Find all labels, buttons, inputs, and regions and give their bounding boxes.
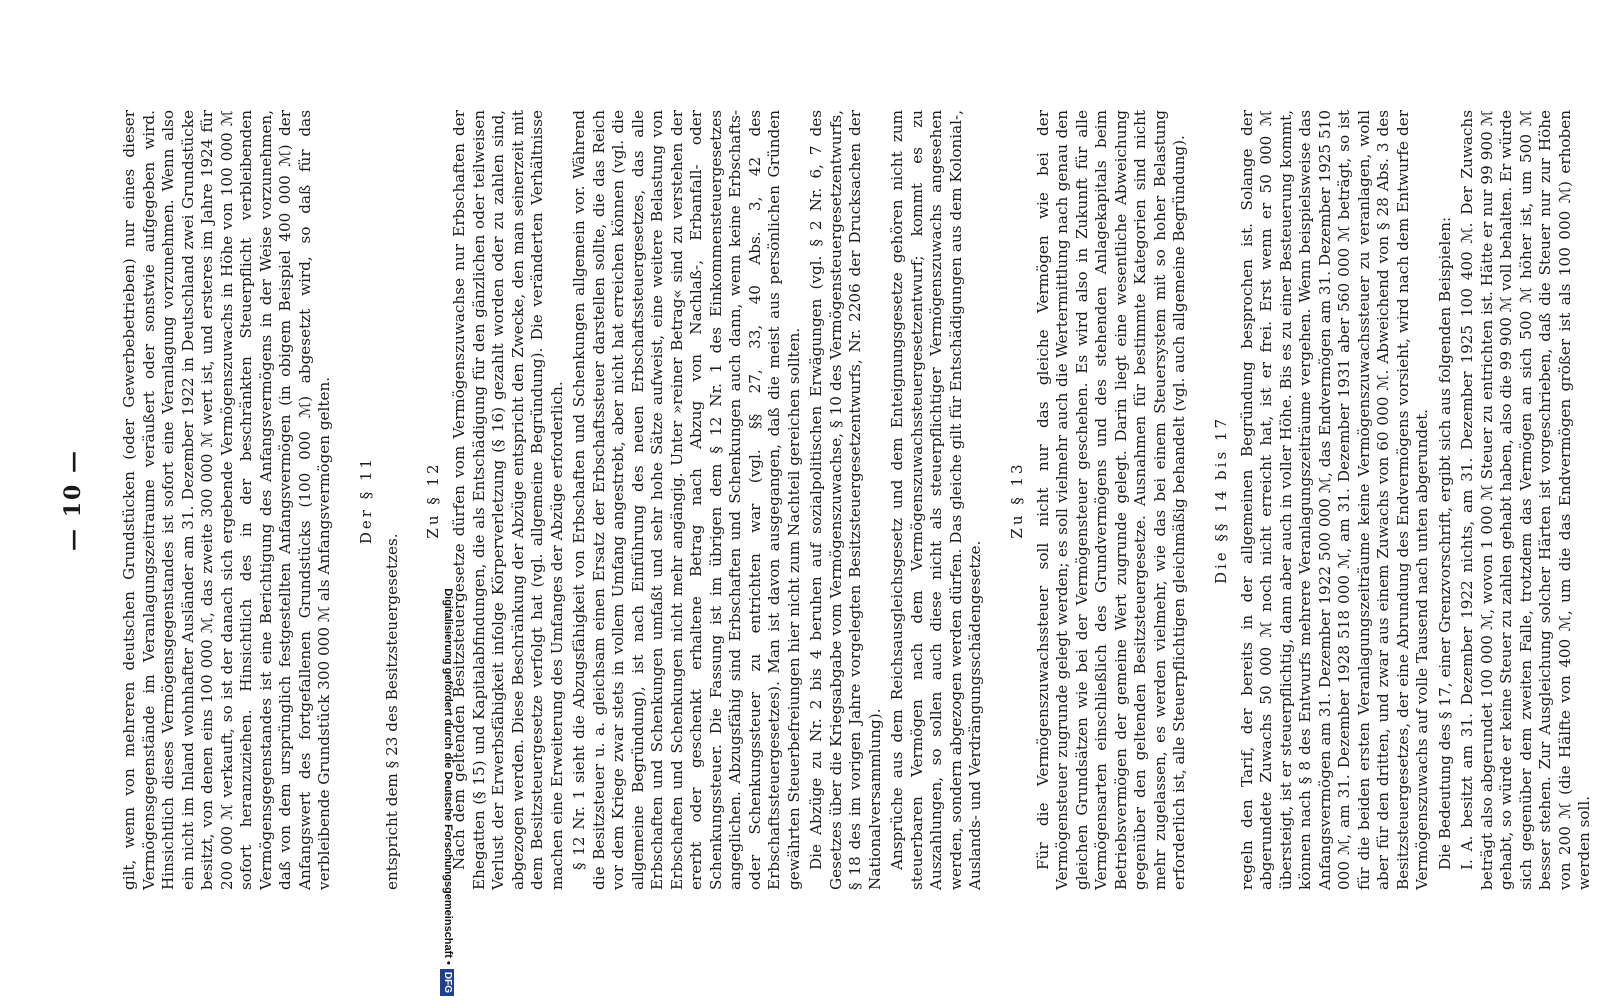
paragraph: gilt, wenn von mehreren deutschen Grundstücken (oder Gewerbebetrieben) nur eines dieser Vermögensgegenstände im Veranlagungszeitraume veräußert oder sonstwie aufgegeben wird. Hinsichtlich dieses Vermögensgegenstandes ist sofort eine Veranlagung vorzunehmen. Wenn also ein nicht im Inland wohnhafter Ausländer am 31. Dezember 1922 in Deutschland zwei Grundstücke besitzt, von denen eins 100 000 ℳ, das zweite 300 000 ℳ wert ist, und ersteres im Jahre 1924 für 200 000 ℳ verkauft, so ist der danach sich ergebende Vermögenszuwachs in Höhe von 100 000 ℳ sofort heranzuziehen. Hinsichtlich des in der beschränkten Steuerpflicht verbleibenden Vermögensgegenstandes ist eine Berichtigung des Anfangsvermögens in der Weise vorzunehmen, daß von dem ursprünglich festgestellten Anfangsvermögen (in obigem Beispiel 400 000 ℳ) der Anfangswert des fortgefallenen Grundstücks (100 000 ℳ) abgesetzt wird, so daß für das verbleibende Grundstück 300 000 ℳ als Anfangsvermögen gelten. [120,110,333,890]
paragraph: regeln den Tarif, der bereits in der allgemeinen Begründung besprochen ist. Solange der abgerundete Zuwachs 50 000 ℳ noch nicht erreicht hat, ist er frei. Erst wenn er 50 000 ℳ übersteigt, ist er steuerpflichtig, dann aber auch in voller Höhe. Bis es zu einer Besteuerung kommt, können nach § 8 des Entwurfs mehrere Veranlagungszeiträume vergehen. Wenn beispielsweise das Anfangsvermögen am 31. Dezember 1922 500 000 ℳ, das Endvermögen am 31. Dezember 1925 510 000 ℳ, am 31. Dezember 1928 518 000 ℳ, am 31. Dezember 1931 aber 560 000 ℳ beträgt, so ist für die beiden ersten Veranlagungszeiträume keine Vermögenszuwachssteuer zu veranlagen, wohl aber für den dritten, und zwar aus einem Zuwachs von 60 000 ℳ. Abweichend von § 28 Abs. 3 des Besitzsteuergesetzes, der eine Abrundung des Endvermögens vorsieht, wird nach dem Entwurfe der Vermögenszuwachs auf volle Tausend nach unten abgerundet. [1237,110,1431,890]
text-column [120,110,1598,890]
paragraph: Für die Vermögenszuwachssteuer soll nicht nur das gleiche Vermögen wie bei der Vermögensteuer zugrunde gelegt werden; es soll vielmehr auch die Wertermittlung nach genau den gleichen Grundsätzen wie bei der Vermögensteuer geschehen. Es wird also in Zukunft für alle Vermögensarten einschließlich des Grundvermögens und des stehenden Anlagekapitals beim Betriebsvermögen der gemeine Wert zugrunde gelegt. Darin liegt eine wesentliche Abweichung gegenüber den geltenden Besitzsteuergesetze. Ausnahmen für bestimmte Kategorien sind nicht mehr zugelassen, es werden vielmehr, wie das bei einem Steuersystem mit so hoher Belastung erforderlich ist, alle Steuerpflichtigen gleichmäßig behandelt (vgl. auch allgemeine Begründung). [1033,110,1188,890]
paragraph: entspricht dem § 23 des Besitzsteuergesetzes. [382,533,401,890]
digitization-note-text: Digitalisierung gefördert durch die Deutsche Forschungsgemeinschaft • [442,588,454,965]
section-heading: Zu § 13 [1007,461,1026,539]
paragraph: Ansprüche aus dem Reichsausgleichsgesetz und dem Enteignungsgesetze gehören nicht zum steuerbaren Vermögen nach dem Vermögenszuwachssteuergesetzentwurf; kommt es zu Auszahlungen, so sollen auch diese nicht als steuerpflichtiger Vermögenszuwachs angesehen werden, sondern abgezogen werden dürfen. Das gleiche gilt für Entschädigungen aus dem Kolonial-, Auslands- und Verdrängungsschädengesetze. [888,110,984,890]
section-heading: Zu § 12 [424,461,442,539]
paragraph: Nach dem geltenden Besitzsteuergesetze dürfen vom Vermögenszuwachse nur Erbschaften der Ehegatten (§ 15) und Kapitalabfindungen, die als Entschädigung für den gänzlichen oder teilweisen Verlust der Erwerbsfähigkeit infolge Körperverletzung (§ 16) gezahlt worden oder zu zahlen sind, abgezogen werden. Diese Beschränkung der Abzüge entspricht den Zwecke, den man seinerzeit mit dem Besitzsteuergesetze verfolgt hat (vgl. allgemeine Begründung). Die veränderten Verhältnisse machen eine Erweiterung des Umfanges der Abzüge erforderlich. [450,110,566,890]
page-number: — 10 — [60,449,86,551]
section-heading: Die §§ 14 bis 17 [1211,415,1230,585]
paragraph: Die Bedeutung des § 17, einer Grenzvorschrift, ergibt sich aus folgenden Beispielen: [1435,216,1454,870]
paragraph: I. A. besitzt am 31. Dezember 1922 nichts, am 31. Dezember 1925 100 400 ℳ. Der Zuwachs beträgt also abgerundet 100 000 ℳ, wovon 1 000 ℳ Steuer zu entrichten ist. Hätte er nur 99 900 ℳ gehabt, so würde er keine Steuer zu zahlen gehabt haben, also die 99 900 ℳ voll behalten. Er würde sich gegenüber dem zweiten Falle, trotzdem das Vermögen an sich 500 ℳ höher ist, um 500 ℳ besser stehen. Zur Ausgleichung solcher Härten ist vorgeschrieben, daß die Steuer nur zur Höhe von 200 ℳ (die Hälfte von 400 ℳ, um die das Endvermögen größer ist als 100 000 ℳ) erhoben werden soll. [1458,110,1593,890]
paragraph: § 12 Nr. 1 sieht die Abzugsfähigkeit von Erbschaften und Schenkungen allgemein vor. Während die Besitzsteuer u. a. gleichsam einen Ersatz der Erbschaftssteuer darstellen sollte, die das Reich vor dem Kriege zwar stets in vollem Umfang angestrebt, aber nicht hat erreichen können (vgl. die allgemeine Begründung), ist nach Einführung des neuen Erbschaftssteuergesetzes, das alle Erbschaften und Schenkungen umfaßt und sehr hohe Sätze aufweist, eine weitere Belastung von Erbschaften und Schenkungen nicht mehr angängig. Unter »reiner Betrag« sind zu verstehen der ererbt oder geschenkt erhaltene Betrag nach Abzug von Nachlaß-, Erbanfall- oder Schenkungssteuer. Die Fassung ist im übrigen dem § 12 Nr. 1 des Einkommensteuergesetzes angeglichen. Abzugsfähig sind Erbschaften und Schenkungen auch dann, wenn keine Erbschafts- oder Schenkungssteuer zu entrichten war (vgl. §§ 27, 33, 40 Abs. 3, 42 des Erbschaftssteuergesetzes). Man ist davon ausgegangen, daß die meist aus persönlichen Gründen gewährten Steuerbefreiungen hier nicht zum Nachteil gereichen sollten. [570,110,803,890]
dfg-logo: DFG [440,969,454,996]
section-heading: Der § 11 [356,455,375,545]
paragraph: Die Abzüge zu Nr. 2 bis 4 beruhen auf sozialpolitischen Erwägungen (vgl. § 2 Nr. 6, 7 des Gesetzes über die Kriegsabgabe vom Vermögenszuwachse, § 10 des Vermögensteuergesetzentwurfs, § 18 des im vorigen Jahre vorgelegten Besitzsteuergesetzentwurfs, Nr. 2206 der Drucksachen der Nationalversammlung). [807,110,884,890]
